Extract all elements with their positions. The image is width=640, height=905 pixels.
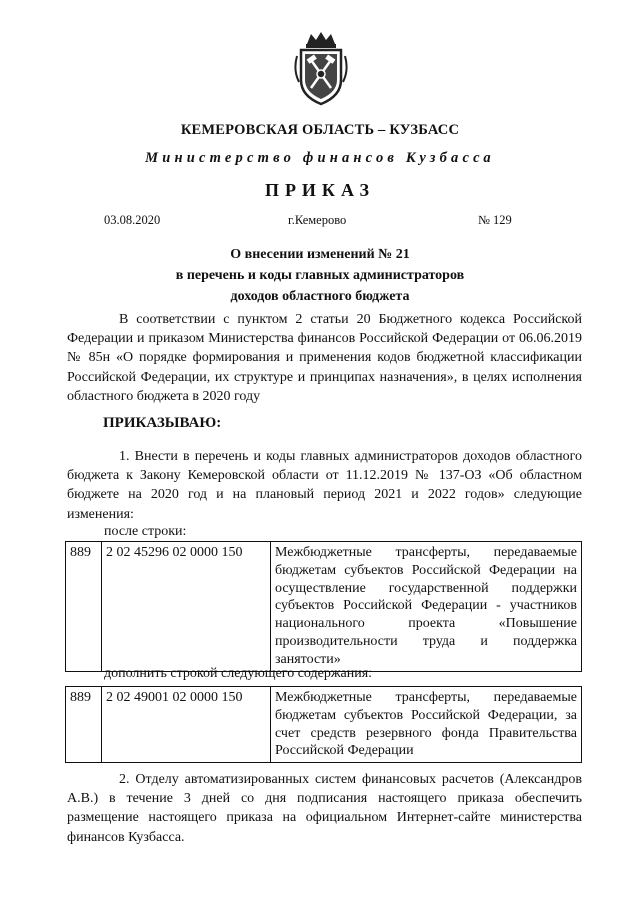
revenue-name-cell: Межбюджетные трансферты, передаваемые бюджетам субъектов Российской Федерации на осуществление государственной поддержки субъектов Российской Федерации - участников национального проекта «Повышение производительности труда и поддержка занятости» — [271, 542, 582, 672]
new-row-table — [65, 686, 582, 763]
revenue-name-cell: Межбюджетные трансферты, передаваемые бюджетам субъектов Российской Федерации, за счет средств резервного фонда Правительства Российской Федерации — [271, 687, 582, 763]
title-line-1: О внесении изменений № 21 — [230, 247, 410, 262]
admin-code-cell: 889 — [66, 542, 102, 672]
item-1-text: 1. Внести в перечень и коды главных администраторов доходов областного бюджета к Закону Кемеровской области от 11.12.2019 № 137-ОЗ «Об областном бюджете на 2020 год и на плановый период 2021 и 2022 годов» следующие изменения: — [67, 449, 582, 522]
coat-of-arms-icon — [293, 30, 349, 106]
preamble-paragraph — [67, 310, 582, 406]
after-line-label: после строки: — [104, 524, 187, 539]
item-2-text: 2. Отделу автоматизированных систем финансовых расчетов (Александров А.В.) в течение 3 дней со дня подписания настоящего приказа обеспечить размещение настоящего приказа на официальном Интернет-сайте министерства финансов Кузбасса. — [67, 772, 582, 845]
order-date: 03.08.2020 — [104, 213, 161, 227]
order-number: № 129 — [478, 213, 512, 227]
admin-code-cell: 889 — [66, 687, 102, 763]
order-title — [0, 244, 640, 307]
revenue-code-cell: 2 02 49001 02 0000 150 — [102, 687, 271, 763]
order-heading: ПРИКАЗЫВАЮ: — [103, 415, 222, 431]
add-line-label: дополнить строкой следующего содержания: — [104, 666, 373, 681]
ministry-name: Министерство финансов Кузбасса — [145, 150, 495, 166]
item-1-paragraph — [67, 447, 582, 524]
item-2-paragraph — [67, 770, 582, 847]
document-type: ПРИКАЗ — [264, 180, 376, 200]
region-name: КЕМЕРОВСКАЯ ОБЛАСТЬ – КУЗБАСС — [180, 122, 460, 138]
table-row — [66, 687, 582, 763]
order-city: г.Кемерово — [288, 213, 347, 227]
preamble-text: В соответствии с пунктом 2 статьи 20 Бюджетного кодекса Российской Федерации и приказом Министерства финансов Российской Федерации от 06.06.2019 № 85н «О порядке формирования и применения кодов бюджетной классификации Российской Федерации, их структуре и принципах назначения», в целях исполнения областного бюджета в 2020 году — [67, 312, 582, 404]
title-line-2: в перечень и коды главных администраторов — [175, 268, 465, 283]
existing-row-table — [65, 541, 582, 672]
title-line-3: доходов областного бюджета — [230, 289, 410, 304]
table-row — [66, 542, 582, 672]
revenue-code-cell: 2 02 45296 02 0000 150 — [102, 542, 271, 672]
